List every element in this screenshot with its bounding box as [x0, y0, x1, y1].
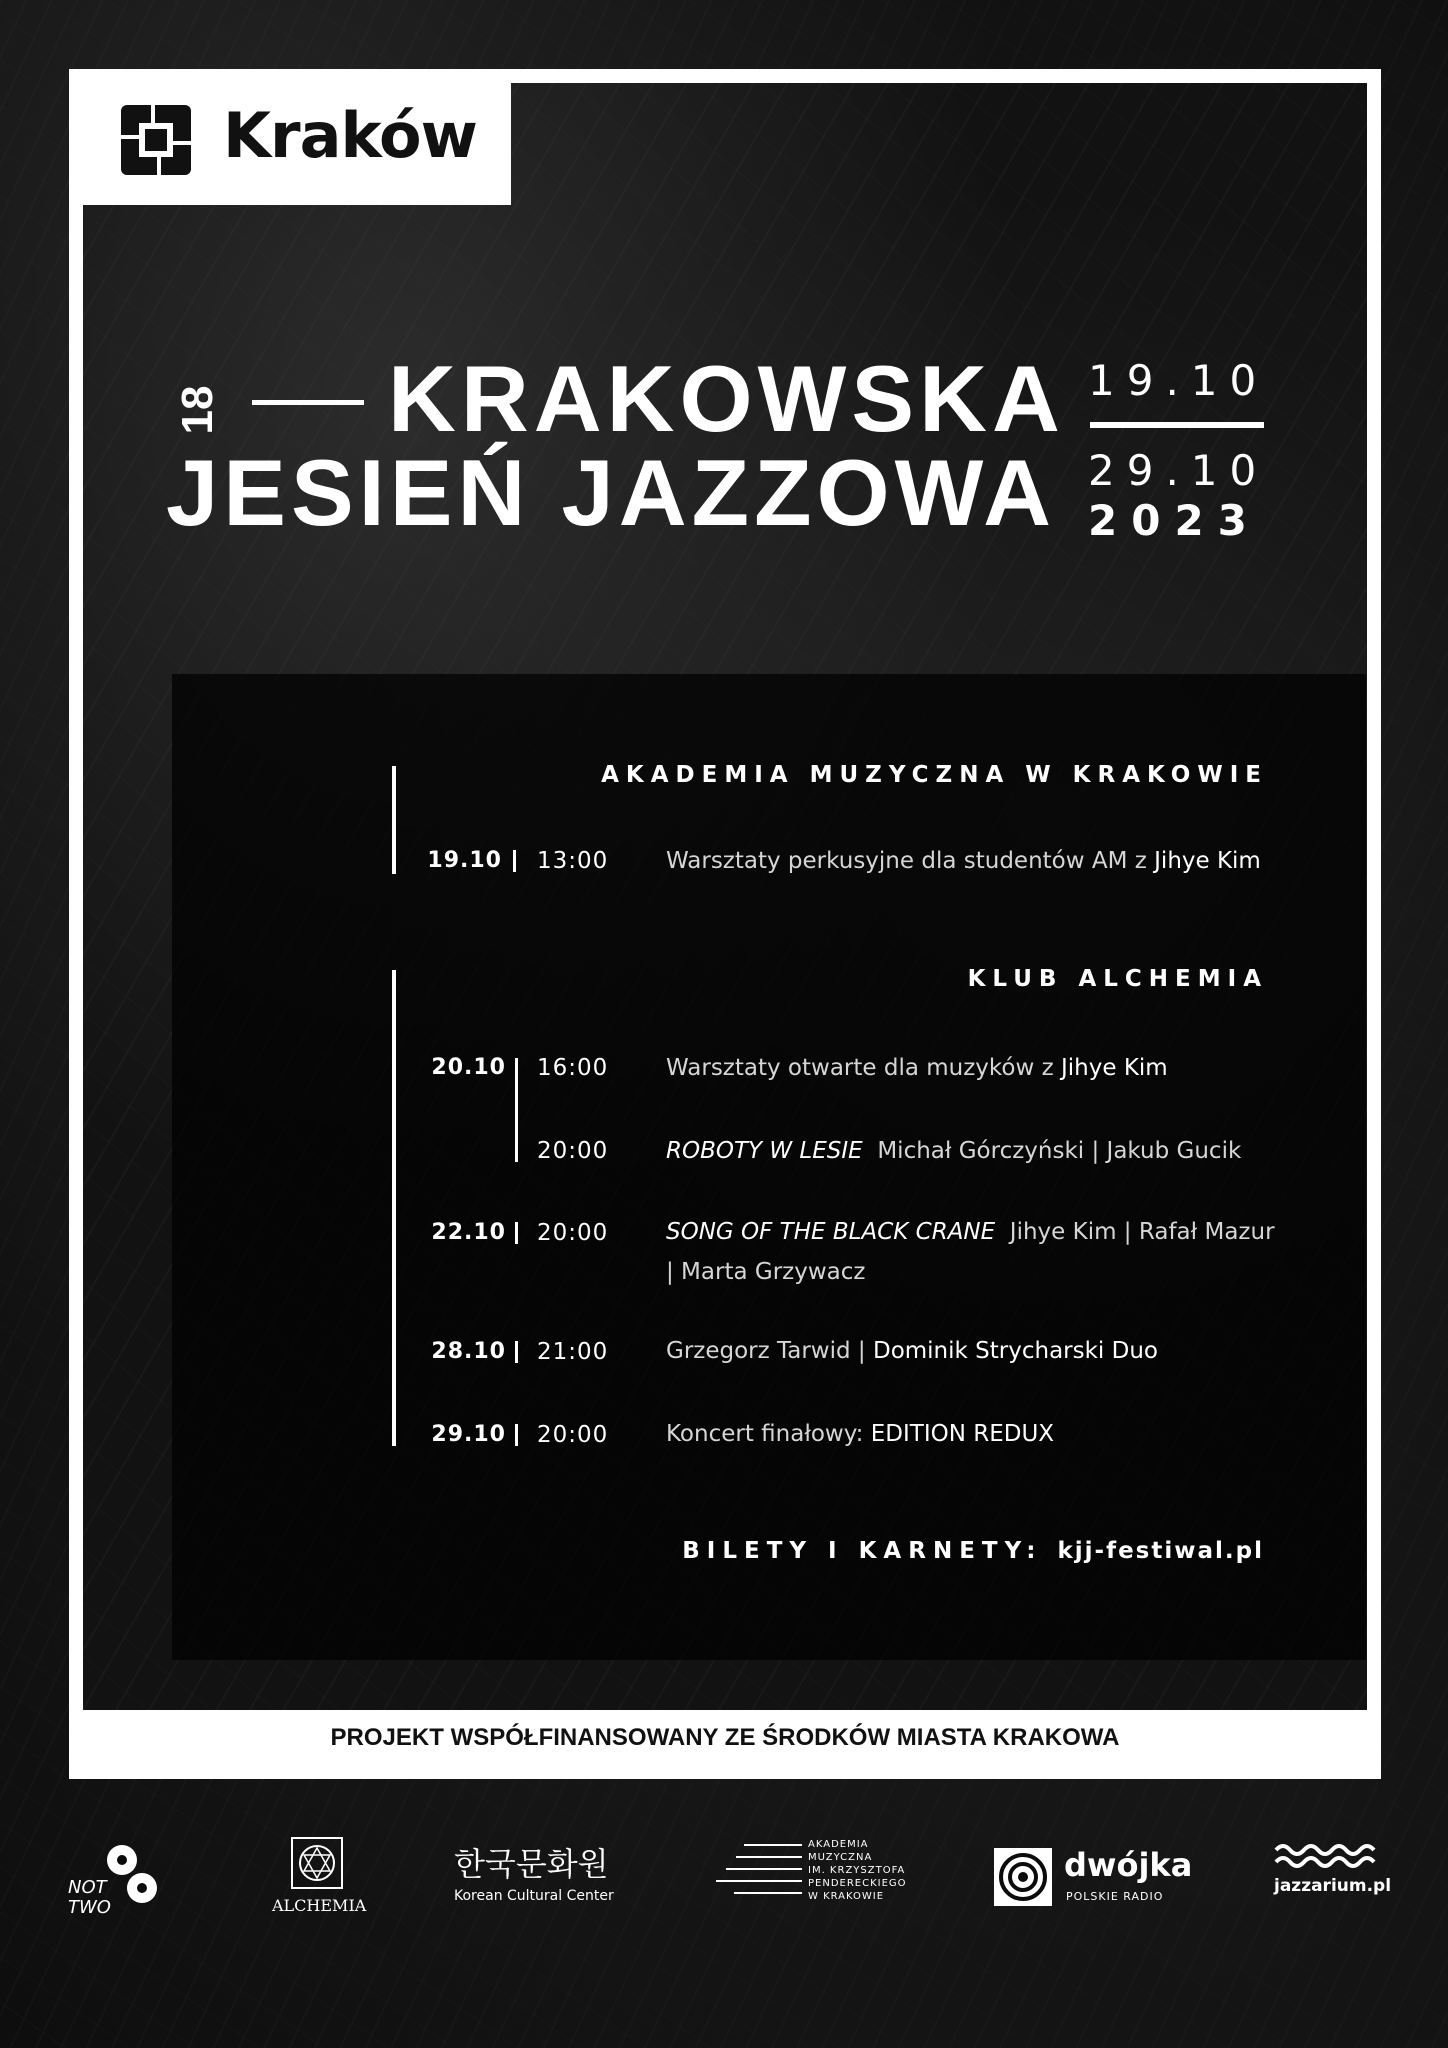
cofinancing-note: PROJEKT WSPÓŁFINANSOWANY ZE ŚRODKÓW MIASTA KRAKOWA [330, 1724, 1120, 1751]
festival-date-end: 29.10 [1088, 446, 1269, 495]
academy-logo [716, 1838, 916, 1918]
jazzarium-logo [1274, 1842, 1392, 1912]
event-artist: Jihye Kim [1154, 848, 1261, 874]
event-time: 13:00 [537, 848, 609, 874]
event-description [666, 841, 1276, 881]
alchemia-emblem-icon [288, 1834, 346, 1892]
event-date: 19.10 [427, 848, 502, 873]
event-description [666, 1048, 1276, 1088]
event-title: SONG OF THE BLACK CRANE [666, 1219, 996, 1245]
korean-subtitle: Korean Cultural Center [454, 1888, 614, 1904]
jazzarium-text: jazzarium.pl [1274, 1876, 1392, 1896]
festival-date-start: 19.10 [1088, 356, 1269, 405]
festival-title-line2: JESIEŃ JAZZOWA [166, 440, 1057, 545]
event-description [666, 1414, 1276, 1454]
tickets-info [682, 1538, 1264, 1564]
festival-year: 2023 [1088, 496, 1261, 545]
title-dash [252, 400, 364, 405]
alchemia-text: ALCHEMIA [272, 1896, 367, 1915]
event-artist: Dominik Strycharski Duo [872, 1338, 1158, 1364]
academy-line: AKADEMIA [808, 1839, 869, 1850]
alchemia-logo [272, 1834, 367, 1924]
event-text: Grzegorz Tarwid | [666, 1338, 873, 1364]
event-time: 20:00 [537, 1422, 609, 1448]
event-date: 29.10 [431, 1422, 506, 1447]
academy-line: PENDERECKIEGO [808, 1878, 907, 1889]
logo-text: Kraków [223, 99, 477, 172]
venue-bar [392, 970, 396, 1446]
tickets-label: BILETY I KARNETY: [682, 1538, 1043, 1564]
dwojka-text: dwójka [1064, 1846, 1193, 1884]
date-separator [515, 1424, 518, 1446]
event-time: 20:00 [537, 1138, 609, 1164]
event-time: 16:00 [537, 1055, 609, 1081]
date-divider [1090, 422, 1264, 428]
festival-title-line1: KRAKOWSKA [388, 346, 1065, 451]
event-artists-cont: | Marta Grzywacz [666, 1259, 866, 1285]
event-title: ROBOTY W LESIE [666, 1138, 863, 1164]
krakow-emblem-icon [121, 105, 191, 175]
nottwo-logo [68, 1838, 168, 1918]
event-text: Warsztaty otwarte dla muzyków z [666, 1055, 1061, 1081]
date-separator [515, 1058, 518, 1162]
event-date: 20.10 [431, 1055, 506, 1080]
event-artist: EDITION REDUX [870, 1421, 1055, 1447]
date-separator [515, 1341, 518, 1363]
korean-title: 한국문화원 [454, 1845, 609, 1883]
academy-lines-icon [716, 1840, 806, 1904]
event-description [666, 1331, 1276, 1371]
event-text: Warsztaty perkusyjne dla studentów AM z [666, 848, 1155, 874]
edition-number: 18 [173, 385, 222, 435]
venue-title: KLUB ALCHEMIA [967, 966, 1268, 992]
academy-line: MUZYCZNA [808, 1852, 873, 1863]
date-separator [513, 850, 516, 872]
jazzarium-waves-icon [1274, 1842, 1378, 1876]
academy-line: IM. KRZYSZTOFA [808, 1865, 906, 1876]
event-description [666, 1131, 1276, 1171]
dwojka-subtitle: POLSKIE RADIO [1066, 1890, 1164, 1903]
event-artist: Jihye Kim [1061, 1055, 1168, 1081]
nottwo-text: NOT TWO [68, 1877, 111, 1918]
krakow-logo [83, 83, 511, 205]
academy-line: W KRAKOWIE [808, 1891, 885, 1902]
event-date: 22.10 [431, 1220, 506, 1245]
dwojka-logo [994, 1846, 1193, 1916]
event-time: 21:00 [537, 1339, 609, 1365]
sponsor-logos [0, 1830, 1448, 1930]
tickets-url[interactable]: kjj-festiwal.pl [1057, 1538, 1264, 1564]
dwojka-emblem-icon [994, 1848, 1052, 1906]
korean-cultural-center-logo [454, 1844, 624, 1914]
event-artists: Michał Górczyński | Jakub Gucik [877, 1138, 1242, 1164]
event-text: Koncert finałowy: [666, 1421, 871, 1447]
nottwo-discs-icon [102, 1842, 166, 1906]
event-date: 28.10 [431, 1339, 506, 1364]
date-separator [515, 1222, 518, 1244]
event-description [666, 1212, 1276, 1292]
event-time: 20:00 [537, 1220, 609, 1246]
event-artists: Jihye Kim | Rafał Mazur [1009, 1219, 1275, 1245]
venue-title: AKADEMIA MUZYCZNA W KRAKOWIE [601, 762, 1268, 788]
